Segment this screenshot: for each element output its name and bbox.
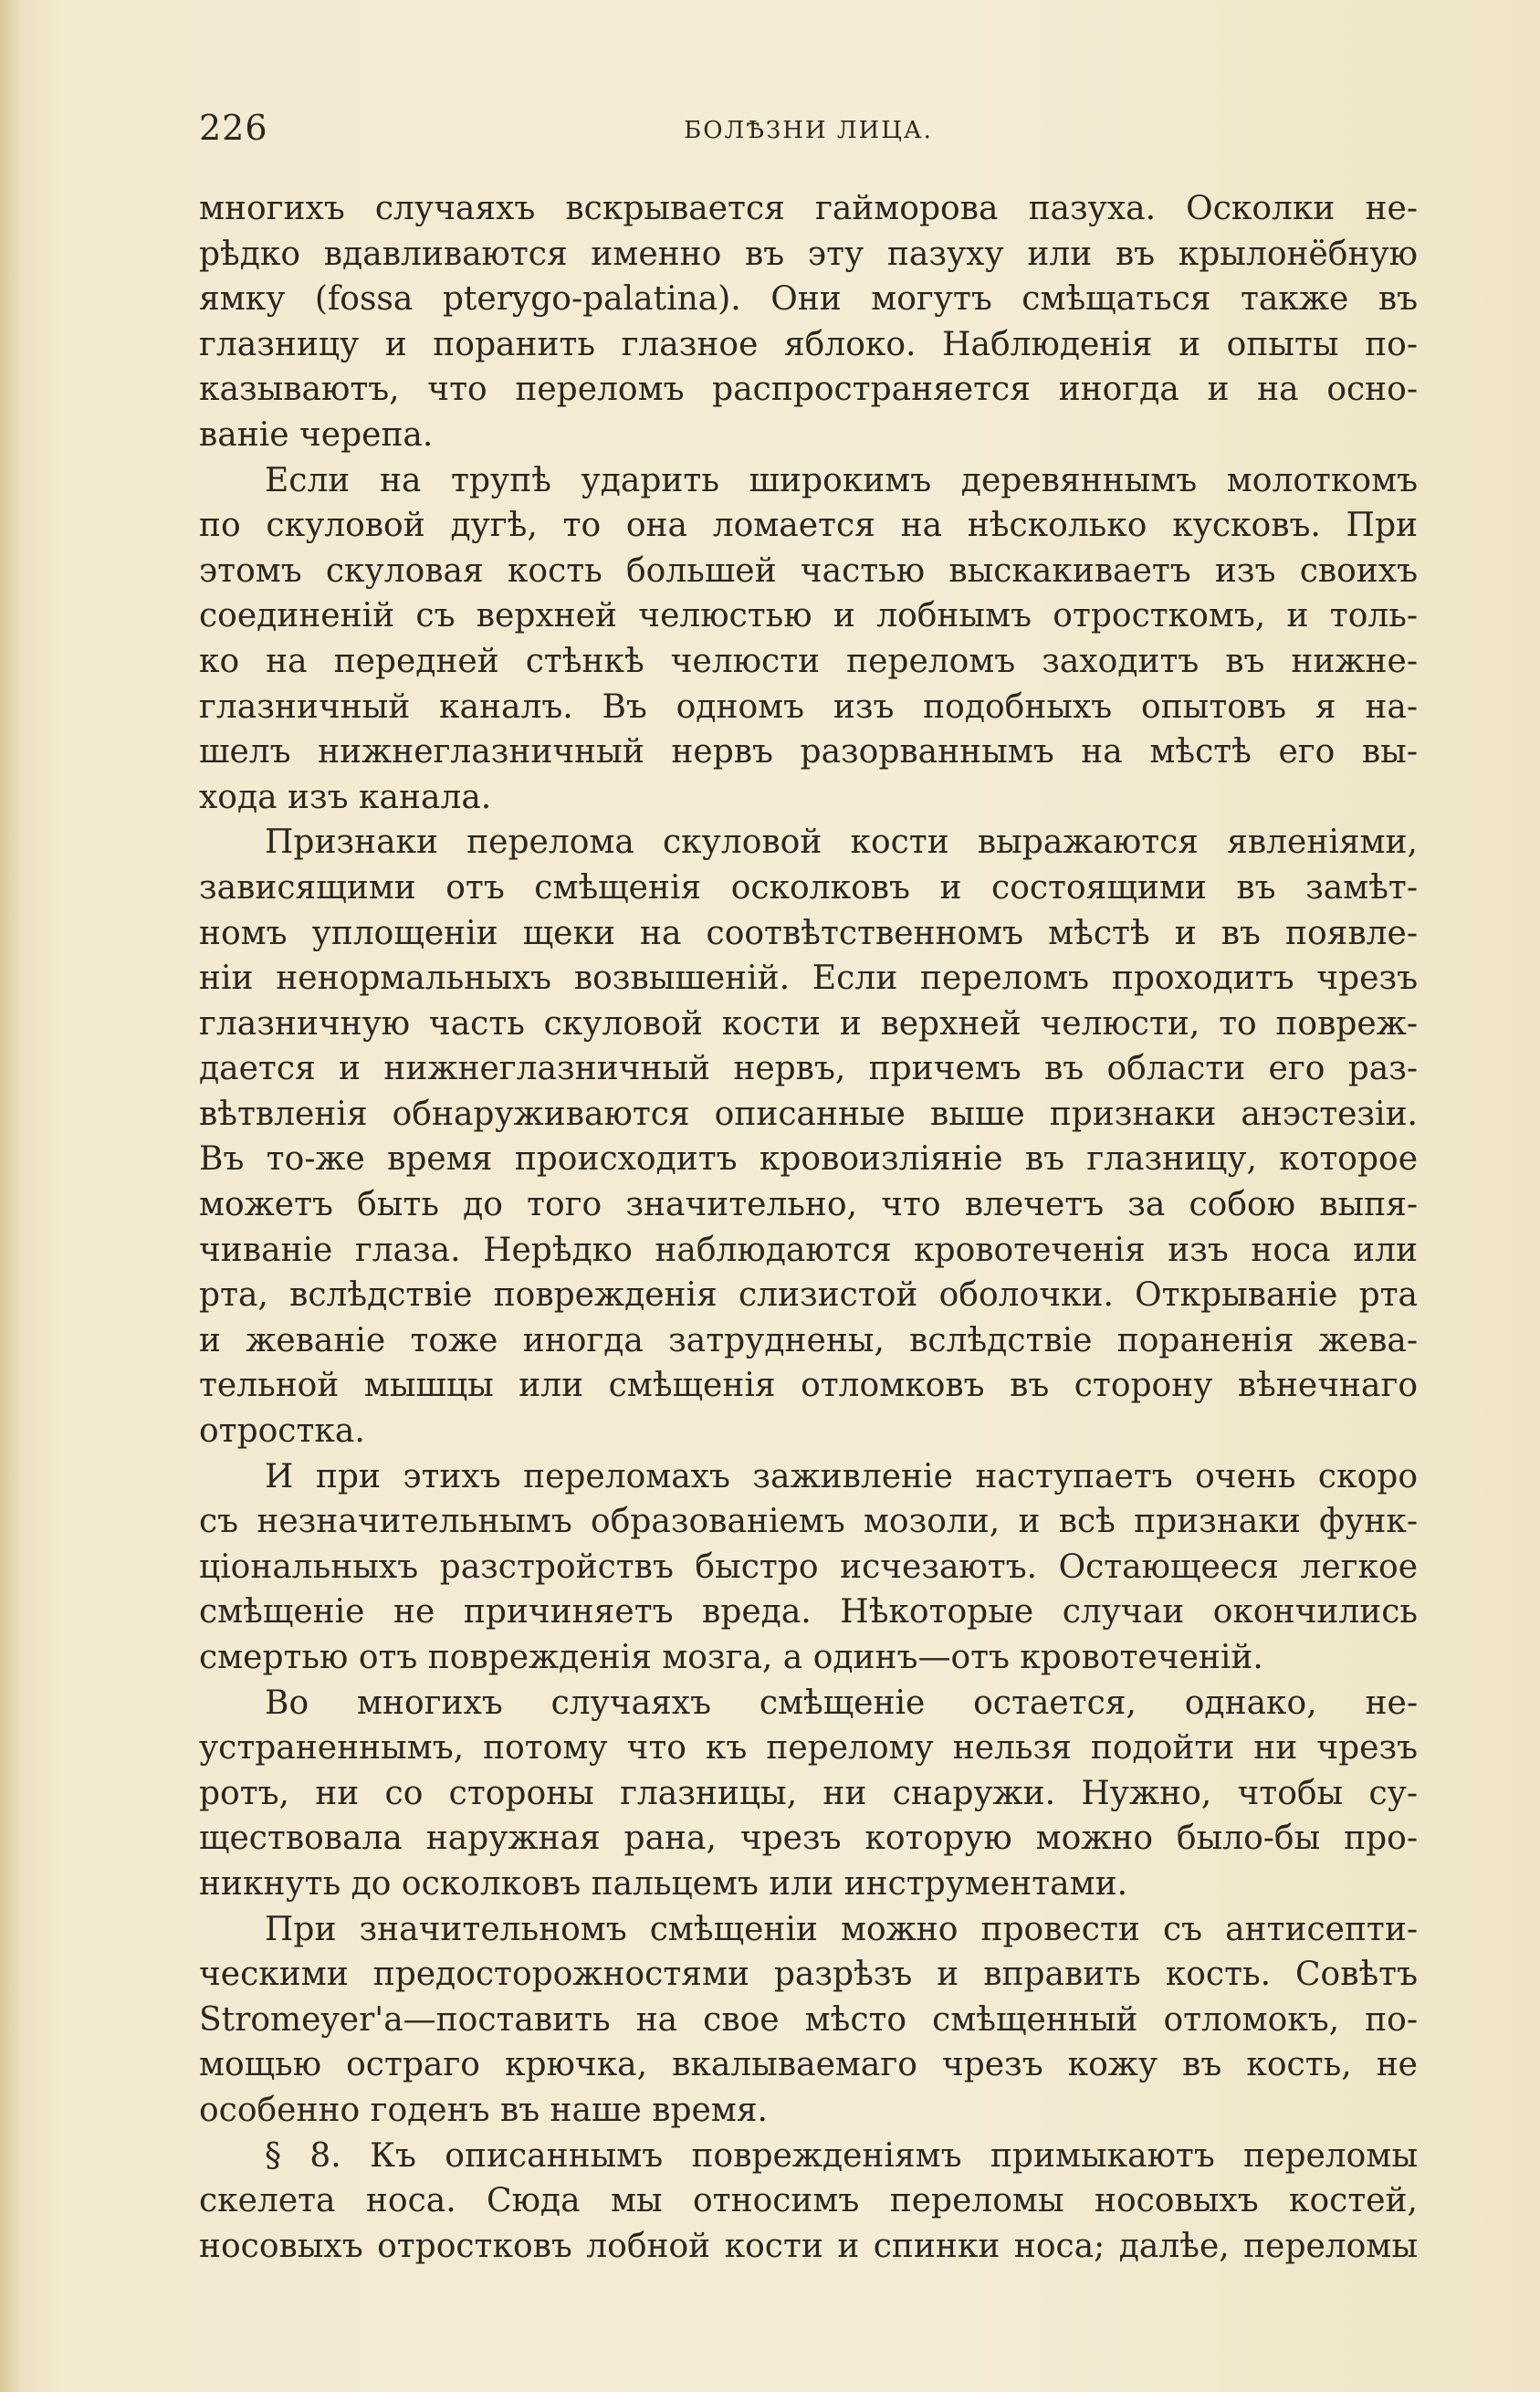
- text-line: рѣдко вдавливаются именно въ эту пазуху или въ крылонёбную: [199, 235, 1418, 273]
- text-line: Въ то-же время происходитъ кровоизліяніе въ глазницу, которое: [199, 1140, 1418, 1179]
- text-line: хода изъ канала.: [199, 778, 492, 816]
- text-line: устраненнымъ, потому что къ перелому нельзя подойти ни чрезъ: [199, 1729, 1418, 1768]
- text-line: ществовала наружная рана, чрезъ которую можно было-бы про-: [199, 1820, 1418, 1858]
- text-line: глазницу и поранить глазное яблоко. Наблюденія и опыты по-: [199, 325, 1418, 363]
- text-line: шелъ нижнеглазничный нервъ разорваннымъ на мѣстѣ его вы-: [199, 733, 1418, 771]
- text-line: рта, вслѣдствіе поврежденія слизистой оболочки. Открываніе рта: [199, 1276, 1418, 1315]
- text-line: ваніе черепа.: [199, 415, 434, 454]
- text-line: Stromeyer'а—поставить на свое мѣсто смѣщенный отломокъ, по-: [199, 2000, 1418, 2039]
- text-line: носовыхъ отростковъ лобной кости и спинки носа; далѣе, переломы: [199, 2227, 1418, 2265]
- text-line: соединеній съ верхней челюстью и лобнымъ отросткомъ, и толь-: [199, 597, 1418, 635]
- text-line: ческими предосторожностями разрѣзъ и вправить кость. Совѣтъ: [199, 1956, 1418, 1994]
- body-text: [199, 186, 1418, 2269]
- text-line: ніи ненормальныхъ возвышеній. Если переломъ проходитъ чрезъ: [199, 960, 1418, 998]
- text-line: скелета носа. Сюда мы относимъ переломы носовыхъ костей,: [199, 2182, 1418, 2220]
- text-line: по скуловой дугѣ, то она ломается на нѣсколько кусковъ. При: [199, 507, 1418, 545]
- text-line: мощью остраго крючка, вкалываемаго чрезъ кожу въ кость, не: [199, 2046, 1418, 2084]
- text-line: этомъ скуловая кость большей частью выскакиваетъ изъ своихъ: [199, 551, 1418, 590]
- text-line: дается и нижнеглазничный нервъ, причемъ въ области его раз-: [199, 1050, 1418, 1088]
- text-line: Во многихъ случаяхъ смѣщеніе остается, однако, не-: [265, 1684, 1418, 1722]
- running-head: БОЛѢЗНИ ЛИЦА.: [684, 117, 933, 144]
- page-header: [199, 108, 1418, 153]
- text-line: особенно годенъ въ наше время.: [199, 2091, 769, 2129]
- text-line: ціональныхъ разстройствъ быстро исчезаютъ. Остающееся легкое: [199, 1547, 1418, 1586]
- text-line: можетъ быть до того значительно, что влечетъ за собою выпя-: [199, 1186, 1418, 1224]
- text-line: и жеваніе тоже иногда затруднены, вслѣдствіе пораненія жева-: [199, 1321, 1418, 1359]
- text-line: глазничный каналъ. Въ одномъ изъ подобныхъ опытовъ я на-: [199, 687, 1418, 726]
- text-line: смѣщеніе не причиняетъ вреда. Нѣкоторые случаи окончились: [199, 1593, 1418, 1631]
- page-edge-shadow: [0, 0, 20, 2392]
- text-line: многихъ случаяхъ вскрывается гайморова пазуха. Осколки не-: [199, 190, 1418, 227]
- text-line: казываютъ, что переломъ распространяется иногда и на осно-: [199, 371, 1418, 409]
- text-line: зависящими отъ смѣщенія осколковъ и состоящими въ замѣт-: [199, 868, 1418, 907]
- text-line: ко на передней стѣнкѣ челюсти переломъ заходитъ въ нижне-: [199, 642, 1418, 680]
- text-line: номъ уплощеніи щеки на соотвѣтственномъ мѣстѣ и въ появле-: [199, 914, 1418, 952]
- text-line: тельной мышцы или смѣщенія отломковъ въ сторону вѣнечнаго: [199, 1367, 1418, 1405]
- text-line: вѣтвленія обнаруживаются описанные выше признаки анэстезіи.: [199, 1095, 1418, 1133]
- text-line: съ незначительнымъ образованіемъ мозоли, и всѣ признаки функ-: [199, 1503, 1418, 1541]
- text-line: смертью отъ поврежденія мозга, а одинъ—отъ кровотеченій.: [199, 1639, 1263, 1676]
- text-line: ямку (fossa pterygo-palatina). Они могутъ смѣщаться также въ: [199, 280, 1418, 319]
- text-line: глазничную часть скуловой кости и верхней челюсти, то повреж-: [199, 1004, 1418, 1043]
- page-number: 226: [199, 108, 268, 148]
- text-line: ротъ, ни со стороны глазницы, ни снаружи. Нужно, чтобы су-: [199, 1774, 1418, 1812]
- text-line: никнуть до осколковъ пальцемъ или инструментами.: [199, 1864, 1128, 1903]
- text-line: отростка.: [199, 1412, 365, 1451]
- text-line: Признаки перелома скуловой кости выражаются явленіями,: [265, 824, 1418, 862]
- text-line: чиваніе глаза. Нерѣдко наблюдаются кровотеченія изъ носа или: [199, 1231, 1418, 1269]
- text-line: Если на трупѣ ударить широкимъ деревяннымъ молоткомъ: [265, 461, 1418, 499]
- text-line: При значительномъ смѣщеніи можно провести съ антисепти-: [265, 1910, 1418, 1948]
- text-line: § 8. Къ описаннымъ поврежденіямъ примыкаютъ переломы: [265, 2136, 1418, 2175]
- text-line: И при этихъ переломахъ заживленіе наступаетъ очень скоро: [265, 1457, 1418, 1495]
